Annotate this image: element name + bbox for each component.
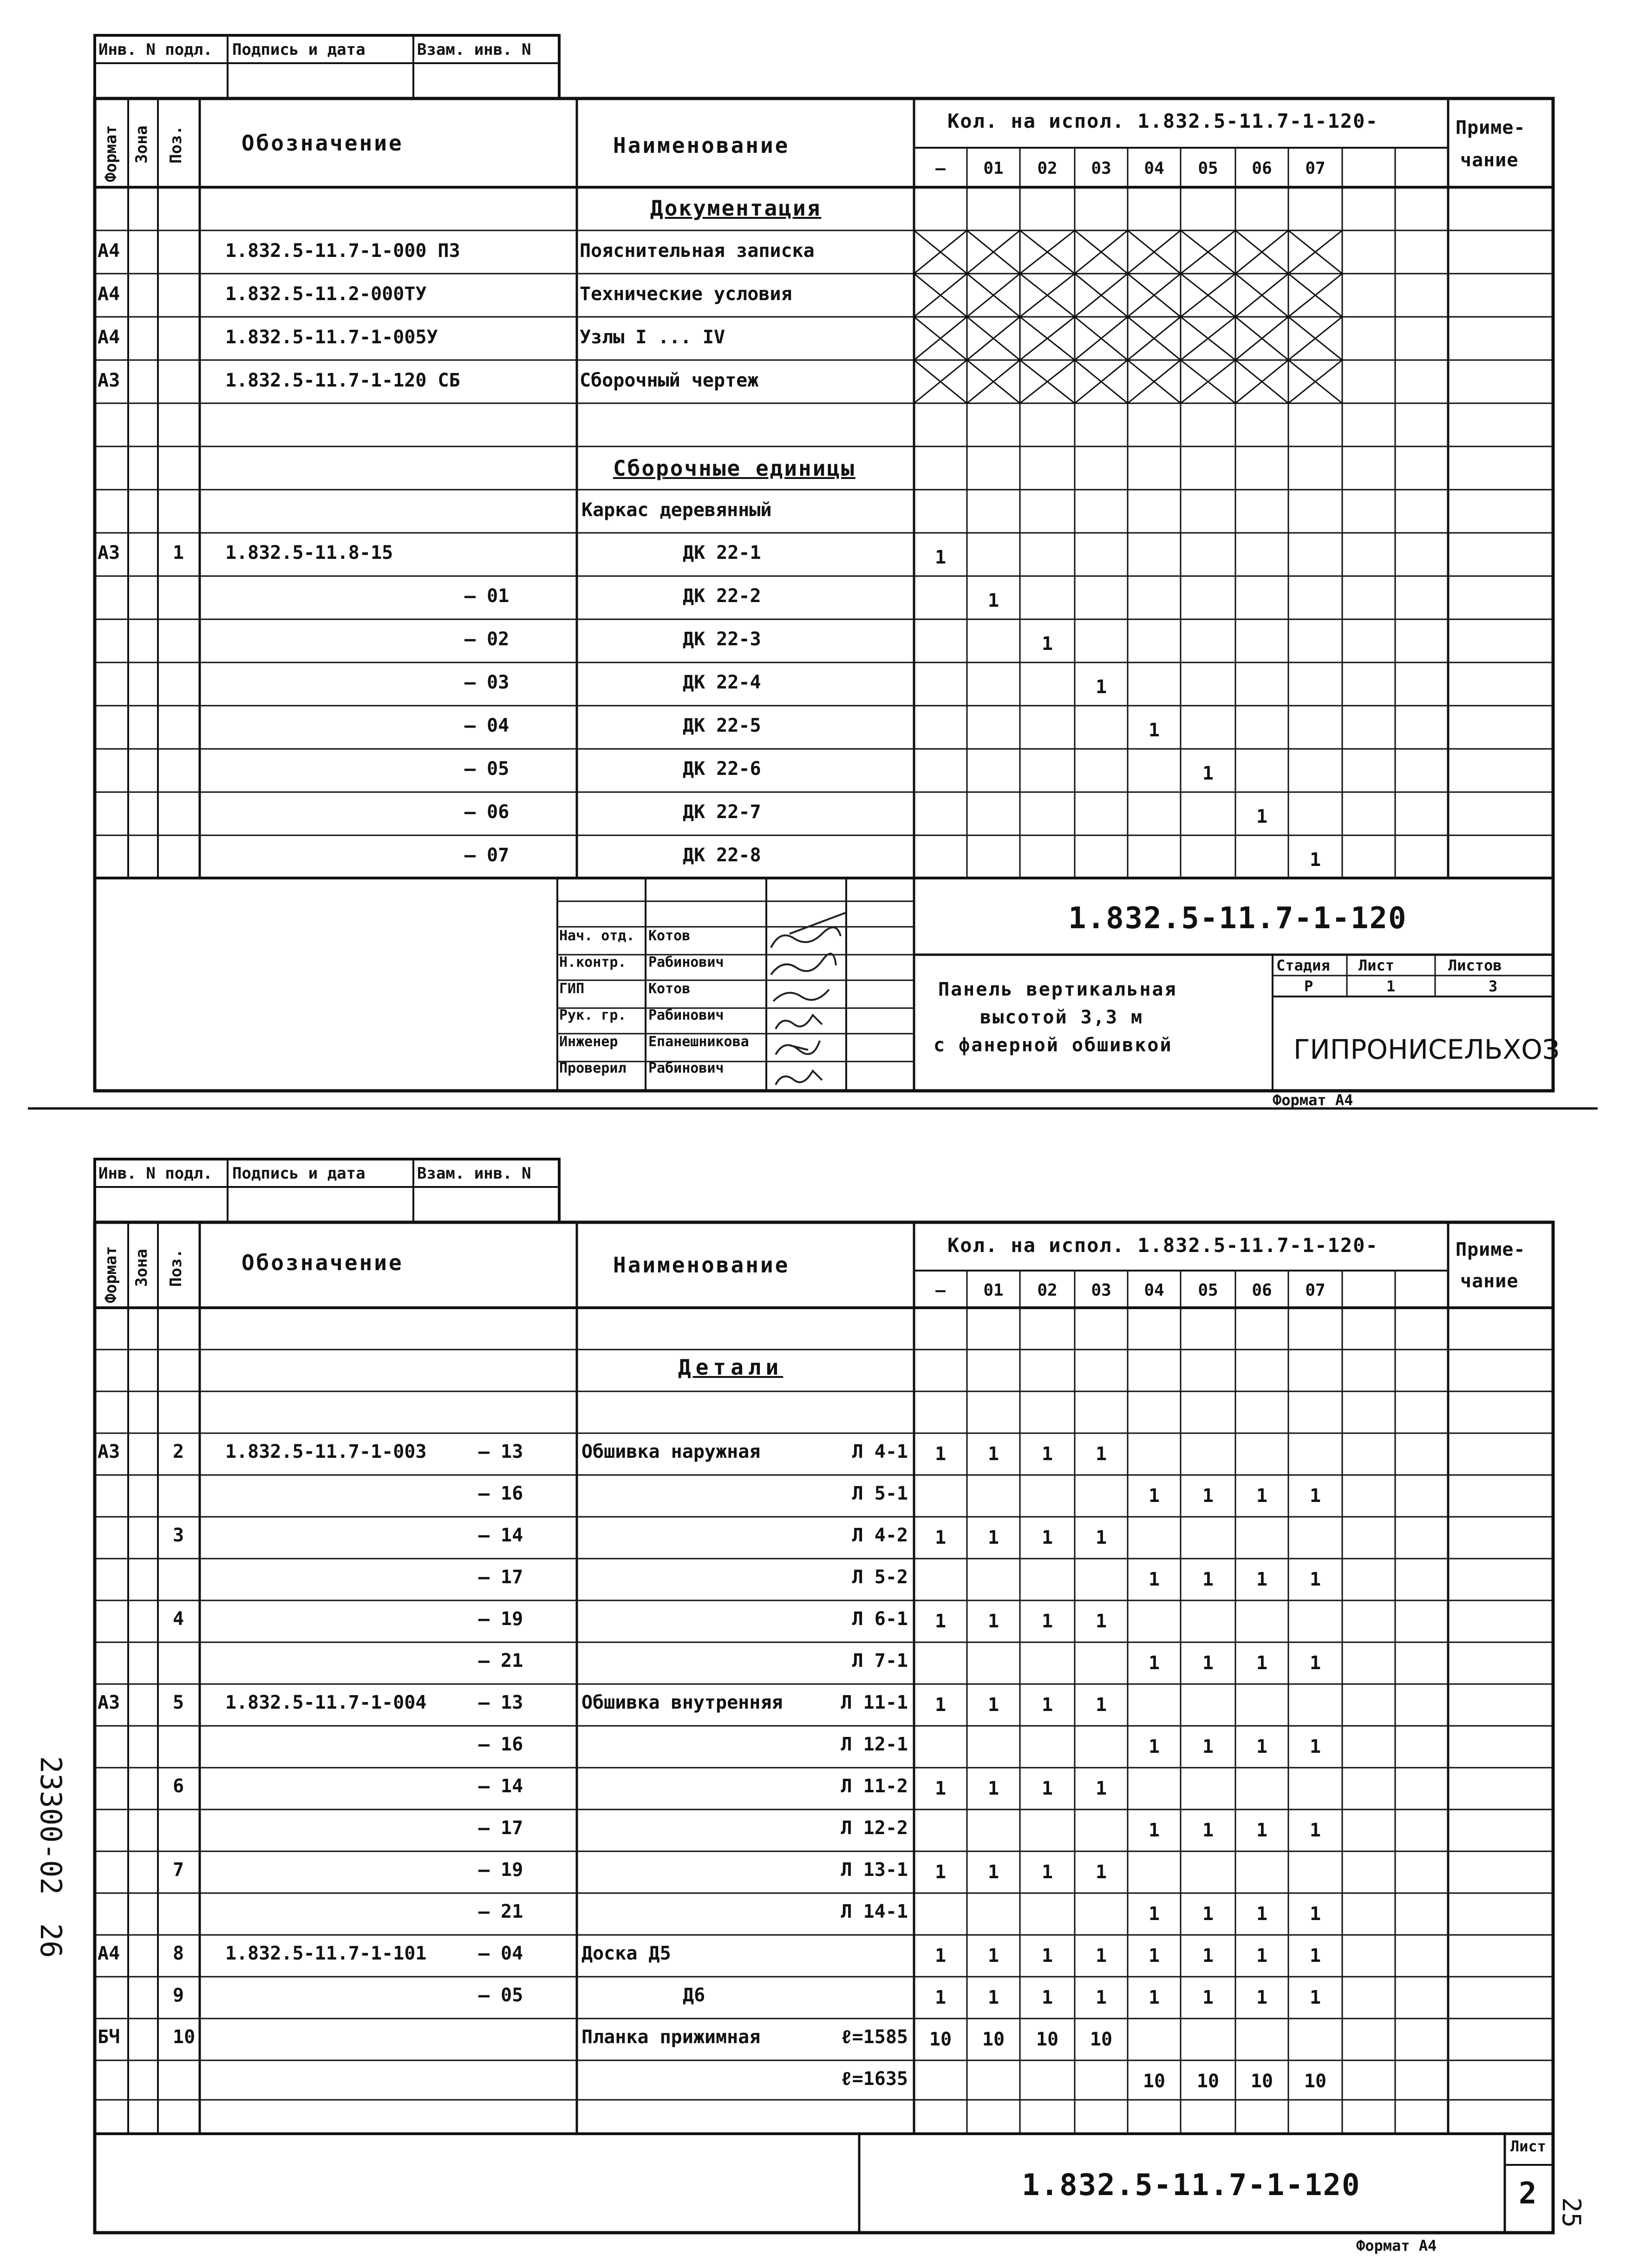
cell-qty: 1: [1202, 763, 1214, 784]
format-note-2: Формат А4: [1356, 2237, 1437, 2255]
stadiya-value: Р: [1304, 977, 1313, 995]
cell-pos: 8: [173, 1943, 184, 1964]
cell-name: Планка прижимная: [581, 2026, 761, 2048]
cell-qty: 1: [1256, 1569, 1268, 1590]
cell-qty: 1: [934, 1694, 947, 1716]
exec-col-header: 03: [1091, 159, 1111, 178]
header-primechanie-1: Приме-: [1456, 117, 1526, 138]
title-line-1: Панель вертикальная: [938, 979, 1177, 1000]
cell-qty: 1: [1202, 1820, 1214, 1841]
cell-format: А3: [98, 370, 120, 391]
listov-value: 3: [1489, 977, 1498, 995]
cell-qty: 1: [1041, 1862, 1053, 1883]
cell-qty: 1: [1041, 1694, 1053, 1716]
exec-col-header: 07: [1305, 159, 1326, 178]
cell-qty: 1: [1041, 1527, 1053, 1548]
cell-mark: Л 4-2: [852, 1525, 908, 1546]
margin-code: 23300-02: [34, 1756, 68, 1895]
cell-suffix: – 06: [464, 801, 509, 823]
cell-qty: 1: [1095, 1945, 1107, 1966]
cell-pos: 4: [173, 1608, 184, 1630]
cell-name: ДК 22-3: [683, 629, 761, 650]
cell-qty: 1: [1256, 806, 1268, 827]
cell-pos: 2: [173, 1441, 184, 1462]
cell-qty: 1: [987, 1527, 999, 1548]
header-primechanie-2b: чание: [1460, 1271, 1519, 1292]
cell-qty: 1: [934, 547, 947, 568]
cell-name: Доска Д5: [581, 1943, 671, 1964]
cell-mark: Л 13-1: [841, 1859, 908, 1881]
cell-format: А3: [98, 542, 120, 564]
cell-qty: 1: [1256, 1652, 1268, 1674]
section-details: Детали: [678, 1355, 784, 1380]
exec-col-header: 05: [1198, 159, 1218, 178]
cell-qty: 1: [1041, 1987, 1053, 2008]
cell-mark: Л 6-1: [852, 1608, 908, 1630]
cell-suffix: – 13: [478, 1692, 523, 1713]
cell-qty: 1: [1041, 1945, 1053, 1966]
cell-suffix: – 21: [478, 1650, 523, 1672]
title-line-2: высотой 3,3 м: [980, 1007, 1144, 1028]
cell-qty: 1: [987, 1987, 999, 2008]
margin-num: 26: [34, 1923, 68, 1958]
cell-format: А3: [98, 1441, 120, 1462]
cell-qty: 1: [987, 1694, 999, 1716]
cell-qty: 1: [1309, 1945, 1321, 1966]
cell-name: ДК 22-6: [683, 758, 761, 780]
header-kol: Кол. на испол. 1.832.5-11.7-1-120-: [947, 110, 1378, 132]
cell-qty: 1: [1309, 1903, 1321, 1925]
cell-mark: Л 11-1: [841, 1692, 908, 1713]
cell-suffix: – 14: [478, 1525, 523, 1546]
cell-name: Сборочный чертеж: [580, 370, 759, 391]
cell-format: А4: [98, 283, 120, 305]
cell-name: ДК 22-7: [683, 801, 761, 823]
cell-qty: 1: [1256, 1736, 1268, 1757]
tb-role: Инженер: [559, 1034, 618, 1050]
cell-qty: 1: [1148, 1736, 1160, 1757]
cell-qty: 1: [1309, 1485, 1321, 1507]
exec-col-header: 02: [1037, 159, 1058, 178]
stamp-podpis: Подпись и дата: [232, 40, 366, 59]
cell-pos: 5: [173, 1692, 184, 1713]
header-format: Формат: [102, 125, 120, 182]
cell-mark: ℓ=1585: [841, 2026, 908, 2048]
cell-pos: 3: [173, 1525, 184, 1546]
cell-qty: 1: [1041, 1611, 1053, 1632]
cell-qty: 1: [1202, 1652, 1214, 1674]
cell-suffix: – 21: [478, 1901, 523, 1922]
cell-mark: Л 5-1: [852, 1483, 908, 1504]
cell-qty: 1: [1148, 720, 1160, 741]
cell-format: БЧ: [98, 2026, 120, 2048]
cell-qty: 1: [987, 1945, 999, 1966]
tb-name: Рабинович: [648, 1060, 724, 1076]
header-zona: Зона: [132, 125, 151, 164]
exec-col-header: 06: [1252, 1281, 1272, 1300]
cell-mark: Л 7-1: [852, 1650, 908, 1672]
cell-suffix: – 05: [464, 758, 509, 780]
cell-designation: 1.832.5-11.7-1-120 СБ: [225, 370, 460, 391]
cell-name: ДК 22-8: [683, 845, 761, 866]
cell-pos: 7: [173, 1859, 184, 1881]
exec-col-header: 04: [1144, 159, 1164, 178]
list-value: 1: [1386, 977, 1396, 995]
cell-qty: 1: [1309, 1652, 1321, 1674]
cell-qty: 1: [1309, 1987, 1321, 2008]
cell-qty: 1: [1148, 1987, 1160, 2008]
exec-col-header: —: [935, 1281, 946, 1300]
cell-qty: 1: [1202, 1945, 1214, 1966]
header-poz-2: Поз.: [167, 1249, 185, 1287]
cell-format: А4: [98, 327, 120, 348]
cell-suffix: – 17: [478, 1567, 523, 1588]
stadiya-header: Стадия: [1276, 957, 1330, 974]
cell-qty: 1: [1095, 676, 1107, 698]
cell-qty: 1: [1256, 1945, 1268, 1966]
header-format-2: Формат: [102, 1246, 120, 1303]
exec-col-header: 07: [1305, 1281, 1326, 1300]
cell-qty: 10: [1036, 2029, 1059, 2050]
tb-name: Рабинович: [648, 1007, 724, 1023]
cell-qty: 10: [929, 2029, 952, 2050]
cell-qty: 10: [1304, 2071, 1327, 2092]
header-zona-2: Зона: [132, 1249, 151, 1287]
cell-mark: ℓ=1635: [841, 2068, 908, 2090]
header-naimenovanie: Наименование: [613, 133, 790, 158]
cell-format: А3: [98, 1692, 120, 1713]
tb-name: Котов: [648, 928, 691, 944]
cell-qty: 1: [1095, 1862, 1107, 1883]
cell-qty: 1: [1309, 1736, 1321, 1757]
cell-qty: 1: [1148, 1945, 1160, 1966]
cell-suffix: – 01: [464, 585, 509, 607]
list-value-2: 2: [1519, 2176, 1538, 2211]
cell-qty: 1: [934, 1945, 947, 1966]
cell-mark: Л 11-2: [841, 1776, 908, 1797]
listov-header: Листов: [1448, 957, 1502, 974]
cell-suffix: – 19: [478, 1859, 523, 1881]
cell-suffix: – 19: [478, 1608, 523, 1630]
cell-name: ДК 22-5: [683, 715, 761, 736]
cell-qty: 1: [1148, 1569, 1160, 1590]
header-kol-2: Кол. на испол. 1.832.5-11.7-1-120-: [947, 1234, 1378, 1257]
cell-qty: 1: [1095, 1527, 1107, 1548]
cell-qty: 1: [987, 1611, 999, 1632]
cell-qty: 1: [1148, 1903, 1160, 1925]
cell-qty: 1: [1095, 1987, 1107, 2008]
cell-qty: 1: [934, 1862, 947, 1883]
cell-qty: 1: [1202, 1736, 1214, 1757]
cell-name: Обшивка внутренняя: [581, 1692, 783, 1713]
stamp-vzam-2: Взам. инв. N: [417, 1164, 531, 1183]
cell-mark: Л 4-1: [852, 1441, 908, 1462]
cell-qty: 1: [1095, 1611, 1107, 1632]
stamp-podpis-2: Подпись и дата: [232, 1164, 366, 1183]
cell-designation: 1.832.5-11.7-1-005У: [225, 327, 438, 348]
cell-suffix: – 17: [478, 1817, 523, 1839]
cell-qty: 1: [1202, 1569, 1214, 1590]
cell-name: Технические условия: [580, 283, 792, 305]
cell-pos: 9: [173, 1985, 184, 2006]
org-name: ГИПРОНИСЕЛЬХОЗ: [1293, 1034, 1560, 1065]
cell-suffix: – 07: [464, 845, 509, 866]
cell-qty: 1: [1309, 849, 1321, 871]
cell-suffix: – 16: [478, 1734, 523, 1755]
header-oboznachenie: Обозначение: [242, 131, 404, 156]
cell-qty: 1: [1202, 1485, 1214, 1507]
cell-name: Обшивка наружная: [581, 1441, 761, 1462]
cell-name: Д6: [683, 1985, 705, 2006]
section-units: Сборочные единицы: [613, 456, 855, 481]
tb-name: Епанешникова: [648, 1034, 749, 1050]
cell-name: Пояснительная записка: [580, 240, 815, 262]
cell-name: Узлы I ... IV: [580, 327, 725, 348]
cell-qty: 1: [934, 1443, 947, 1465]
header-oboznachenie-2: Обозначение: [242, 1250, 404, 1275]
cell-designation: 1.832.5-11.7-1-000 ПЗ: [225, 240, 460, 262]
cell-designation: 1.832.5-11.7-1-101: [225, 1943, 427, 1964]
cell-suffix: – 13: [478, 1441, 523, 1462]
header-primechanie-2: чание: [1460, 150, 1519, 171]
cell-qty: 10: [1250, 2071, 1273, 2092]
cell-mark: Л 12-2: [841, 1817, 908, 1839]
cell-qty: 1: [1202, 1987, 1214, 2008]
exec-col-header: 04: [1144, 1281, 1164, 1300]
cell-qty: 10: [1196, 2071, 1220, 2092]
stamp-vzam: Взам. инв. N: [417, 40, 531, 59]
cell-suffix: – 02: [464, 629, 509, 650]
exec-col-header: 01: [983, 1281, 1004, 1300]
cell-format: А4: [98, 240, 120, 262]
stamp-inv-podl-2: Инв. N подл.: [98, 1164, 213, 1183]
cell-qty: 1: [1148, 1652, 1160, 1674]
tb-role: Рук. гр.: [559, 1007, 627, 1023]
cell-qty: 10: [1143, 2071, 1166, 2092]
cell-suffix: – 05: [478, 1985, 523, 2006]
cell-suffix: – 04: [464, 715, 509, 736]
tb-name: Рабинович: [648, 954, 724, 970]
tb-name: Котов: [648, 981, 691, 997]
cell-qty: 1: [934, 1987, 947, 2008]
list-header-2: Лист: [1510, 2137, 1547, 2155]
cell-qty: 1: [1256, 1820, 1268, 1841]
cell-suffix: – 03: [464, 672, 509, 693]
cell-qty: 1: [987, 1443, 999, 1465]
cell-format: А4: [98, 1943, 120, 1964]
doc-code: 1.832.5-11.7-1-120: [1068, 901, 1407, 936]
page-number: 25: [1557, 2197, 1586, 2228]
cell-pos: 6: [173, 1776, 184, 1797]
stamp-inv-podl: Инв. N подл.: [98, 40, 213, 59]
cell-name: ДК 22-1: [683, 542, 761, 564]
cell-qty: 1: [1041, 1443, 1053, 1465]
exec-col-header: 05: [1198, 1281, 1218, 1300]
cell-qty: 1: [987, 1862, 999, 1883]
cell-qty: 1: [1041, 1778, 1053, 1799]
header-naimenovanie-2: Наименование: [613, 1252, 790, 1278]
exec-col-header: 01: [983, 159, 1004, 178]
section-karkas: Каркас деревянный: [581, 499, 772, 521]
header-poz: Поз.: [167, 125, 185, 164]
title-line-3: с фанерной обшивкой: [934, 1035, 1173, 1056]
cell-qty: 1: [987, 1778, 999, 1799]
list-header: Лист: [1358, 957, 1395, 974]
cell-pos: 1: [173, 542, 184, 564]
cell-suffix: – 14: [478, 1776, 523, 1797]
cell-qty: 1: [1256, 1903, 1268, 1925]
cell-designation: 1.832.5-11.2-000ТУ: [225, 283, 427, 305]
cell-qty: 10: [1090, 2029, 1113, 2050]
cell-suffix: – 16: [478, 1483, 523, 1504]
tb-role: Нач. отд.: [559, 928, 635, 944]
cell-qty: 1: [1095, 1778, 1107, 1799]
cell-qty: 1: [1309, 1569, 1321, 1590]
cell-qty: 1: [1095, 1694, 1107, 1716]
exec-col-header: 03: [1091, 1281, 1111, 1300]
tb-role: Н.контр.: [559, 954, 627, 970]
tb-role: ГИП: [559, 981, 585, 997]
cell-designation: 1.832.5-11.7-1-004: [225, 1692, 427, 1713]
cell-qty: 10: [982, 2029, 1005, 2050]
cell-qty: 1: [1202, 1903, 1214, 1925]
cell-qty: 1: [934, 1527, 947, 1548]
cell-mark: Л 14-1: [841, 1901, 908, 1922]
cell-qty: 1: [1148, 1485, 1160, 1507]
cell-qty: 1: [987, 590, 999, 611]
header-primechanie-2a: Приме-: [1456, 1239, 1526, 1260]
cell-qty: 1: [934, 1778, 947, 1799]
cell-designation: 1.832.5-11.8-15: [225, 542, 393, 564]
section-docs: Документация: [650, 196, 822, 221]
tb-role: Проверил: [559, 1060, 627, 1076]
format-note-1: Формат А4: [1273, 1091, 1353, 1109]
doc-code-2: 1.832.5-11.7-1-120: [1022, 2168, 1361, 2202]
exec-col-header: 02: [1037, 1281, 1058, 1300]
exec-col-header: —: [935, 159, 946, 178]
cell-qty: 1: [1309, 1820, 1321, 1841]
cell-qty: 1: [1256, 1987, 1268, 2008]
exec-col-header: 06: [1252, 159, 1272, 178]
signatures: [771, 913, 845, 1085]
cell-qty: 1: [1148, 1820, 1160, 1841]
cell-pos: 10: [173, 2026, 196, 2048]
cell-qty: 1: [1095, 1443, 1107, 1465]
cell-designation: 1.832.5-11.7-1-003: [225, 1441, 427, 1462]
cell-qty: 1: [934, 1611, 947, 1632]
cell-name: ДК 22-4: [683, 672, 761, 693]
cell-qty: 1: [1041, 633, 1053, 655]
cell-mark: Л 12-1: [841, 1734, 908, 1755]
cell-mark: Л 5-2: [852, 1567, 908, 1588]
cell-suffix: – 04: [478, 1943, 523, 1964]
cell-name: ДК 22-2: [683, 585, 761, 607]
cell-qty: 1: [1256, 1485, 1268, 1507]
